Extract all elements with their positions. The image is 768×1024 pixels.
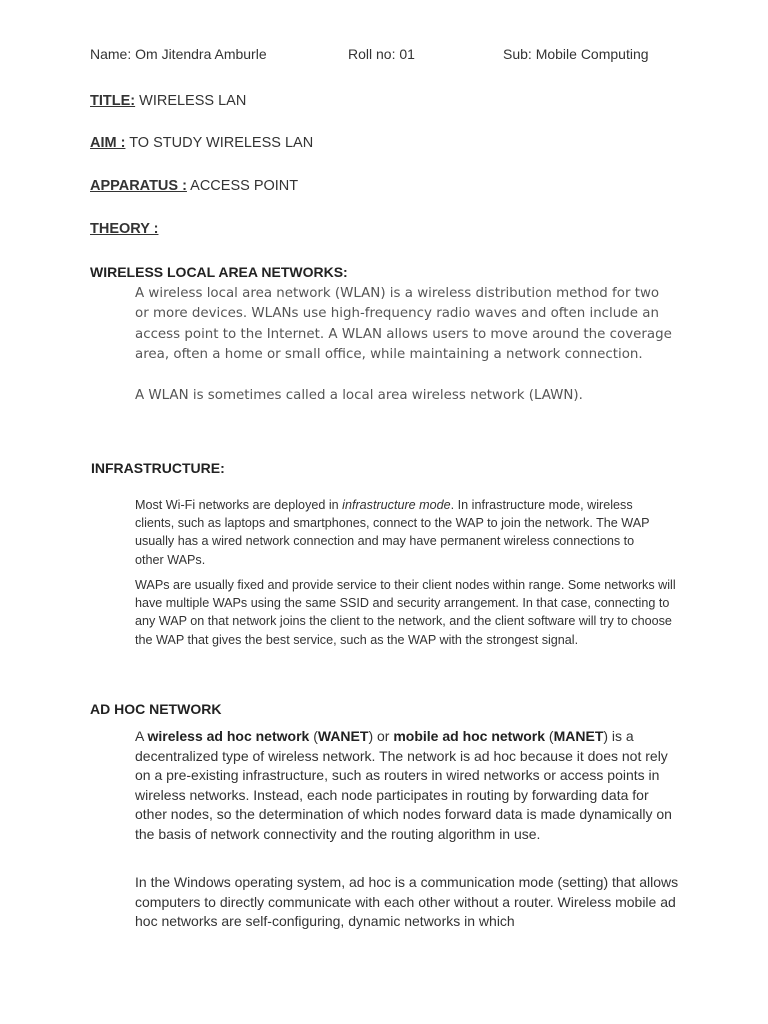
apparatus-value: ACCESS POINT [186,178,299,194]
adhoc-paragraph-2: In the Windows operating system, ad hoc is a communication mode (setting) that allows computers to directly communicate with each other without a router. Wireless mobile ad hoc networks are self-configuring, dynamic networks in which [135,874,679,930]
manet-term: mobile ad hoc network [393,728,546,744]
wlan-heading: WIRELESS LOCAL AREA NETWORKS: [90,264,348,280]
wanet-term: wireless ad hoc network [147,728,310,744]
infrastructure-heading: INFRASTRUCTURE: [91,460,225,476]
title-line [90,93,246,109]
theory-line [90,221,158,237]
wlan-paragraph-1: A wireless local area network (WLAN) is a wireless distribution method for two or more devices. WLANs use high-frequency radio waves and often include an access point to the Internet. A WLAN allows users to move around the coverage area, often a home or small office, while maintaining a network connection. [135,286,672,363]
infrastructure-paragraph-2: WAPs are usually fixed and provide service to their client nodes within range. Some networks will have multiple WAPs using the same SSID and security arrangement. In that case, connecting to any WAP on that network joins the client to the network, and the client software will try to choose the WAP that gives the best service, such as the WAP with the strongest signal. [135,578,676,647]
wlan-paragraph-2: A WLAN is sometimes called a local area wireless network (LAWN). [135,388,583,403]
apparatus-line [90,178,298,194]
student-name: Name: Om Jitendra Amburle [90,46,267,62]
aim-label: AIM : [90,135,126,151]
aim-line [90,135,313,151]
infrastructure-mode-term: infrastructure mode [342,498,451,512]
adhoc-paragraph-1: A wireless ad hoc network (WANET) or mobile ad hoc network (MANET) is a decentralized type of wireless network. The network is ad hoc because it does not rely on a pre-existing infrastructure, such as routers in wired networks or access points in wireless networks. Instead, each node participates in routing by forwarding data for other nodes, so the determination of which nodes forward data is made dynamically on the basis of network connectivity and the routing algorithm in use. [135,728,672,842]
subject: Sub: Mobile Computing [503,46,649,62]
apparatus-label: APPARATUS : [90,178,187,194]
title-value: WIRELESS LAN [135,93,247,109]
title-label: TITLE: [90,93,136,109]
roll-number: Roll no: 01 [348,46,415,62]
theory-label: THEORY : [90,221,159,237]
aim-value: TO STUDY WIRELESS LAN [125,135,314,151]
manet-abbr: MANET [553,728,604,744]
infrastructure-paragraph-1: Most Wi-Fi networks are deployed in infrastructure mode. In infrastructure mode, wireless clients, such as laptops and smartphones, connect to the WAP to join the network. The WAP usually has a wired network connection and may have permanent wireless connections to other WAPs. [135,498,650,567]
adhoc-heading: AD HOC NETWORK [90,701,222,717]
wanet-abbr: WANET [317,728,369,744]
